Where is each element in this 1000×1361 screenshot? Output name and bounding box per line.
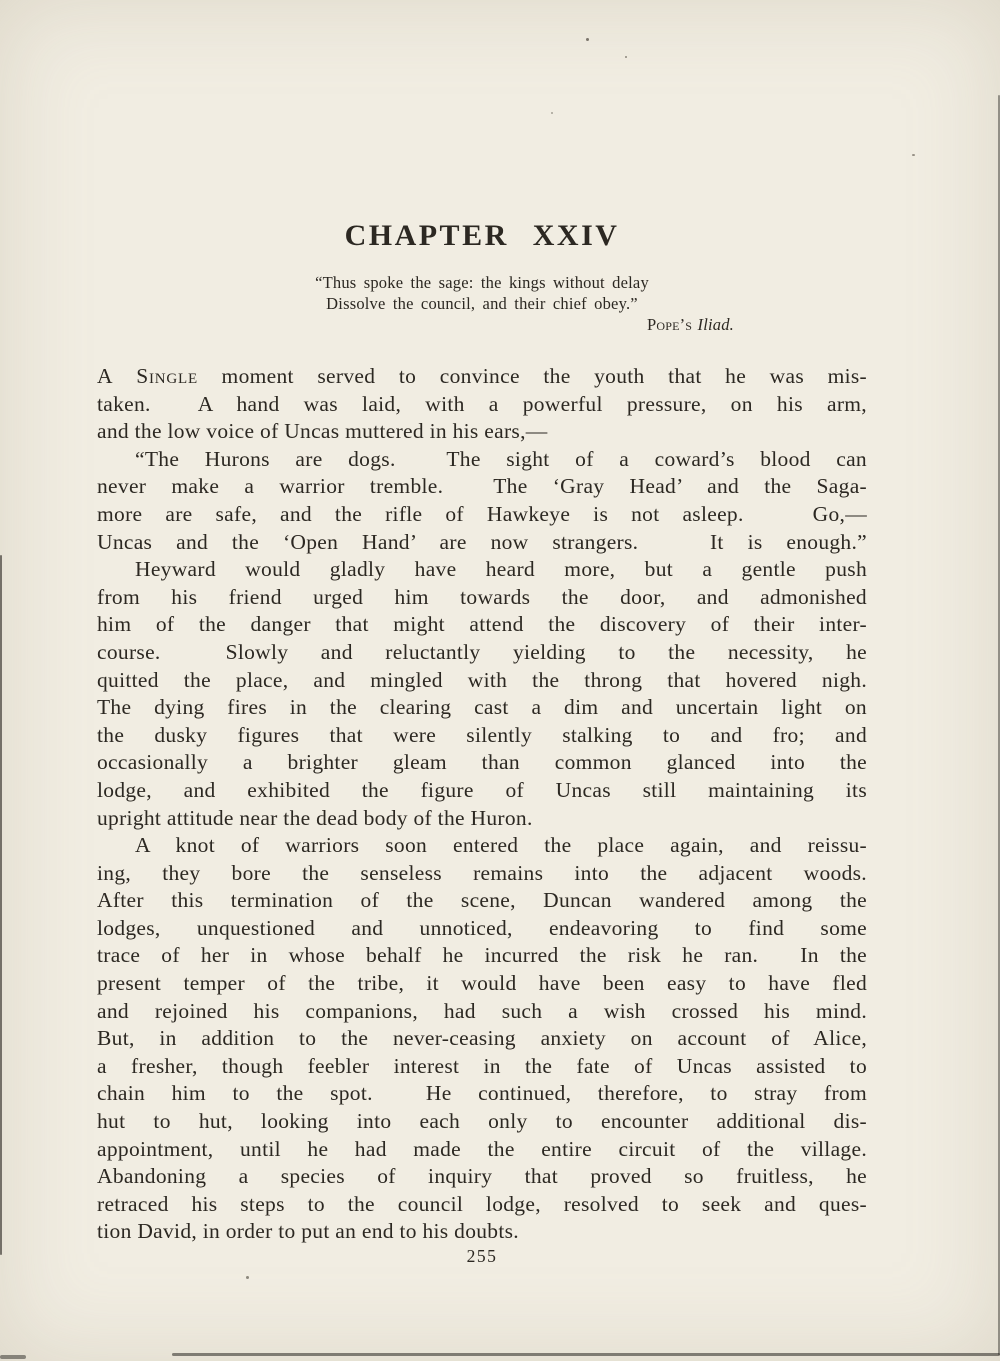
text-line: tion David, in order to put an end to his doubts.: [97, 1219, 519, 1244]
paragraph: [97, 446, 867, 556]
text-line: The dying fires in the clearing cast a dim and uncertain light on: [97, 695, 867, 720]
text-line: trace of her in whose behalf he incurred the risk he ran. In the: [97, 943, 867, 968]
text-line: never make a warrior tremble. The ‘Gray Head’ and the Saga-: [97, 474, 867, 499]
epigraph-attribution: [97, 314, 867, 335]
lead-small-caps: A Single: [97, 364, 198, 388]
scan-edge-bottom: [172, 1353, 1000, 1356]
text-line: and rejoined his companions, had such a wish crossed his mind.: [97, 998, 867, 1023]
epigraph: [97, 272, 867, 335]
text-line: After this termination of the scene, Duncan wandered among the: [97, 888, 867, 913]
epigraph-work-title: Iliad.: [697, 315, 734, 334]
chapter-title: CHAPTER XXIV: [344, 219, 620, 252]
paragraph: [97, 363, 867, 446]
text-line: Heyward would gladly have heard more, but a gentle push: [135, 557, 867, 582]
text-line: appointment, until he had made the entire circuit of the village.: [97, 1136, 867, 1161]
text-line: the dusky figures that were silently stalking to and fro; and: [97, 722, 867, 747]
text-line: course. Slowly and reluctantly yielding to the necessity, he: [97, 639, 867, 664]
text-line: taken. A hand was laid, with a powerful pressure, on his arm,: [97, 391, 867, 416]
text-line: chain him to the spot. He continued, therefore, to stray from: [97, 1081, 867, 1106]
text-line: But, in addition to the never-ceasing anxiety on account of Alice,: [97, 1026, 867, 1051]
text-line: lodges, unquestioned and unnoticed, endeavoring to find some: [97, 915, 867, 940]
text-line: Uncas and the ‘Open Hand’ are now strangers. It is enough.”: [97, 529, 867, 554]
text-line: present temper of the tribe, it would have been easy to have fled: [97, 971, 867, 996]
scan-speck: [625, 56, 627, 58]
paragraph: [97, 556, 867, 832]
text-line: ing, they bore the senseless remains into the adjacent woods.: [97, 860, 867, 885]
paragraph: [97, 832, 867, 1246]
text-line: and the low voice of Uncas muttered in his ears,—: [97, 419, 548, 444]
text-line: hut to hut, looking into each only to encounter additional dis-: [97, 1109, 867, 1134]
scan-speck: [246, 1276, 249, 1279]
body-text: [97, 363, 867, 1246]
text-line: Abandoning a species of inquiry that proved so fruitless, he: [97, 1164, 867, 1189]
epigraph-author: Pope’s: [646, 315, 693, 334]
page-number: 255: [466, 1246, 498, 1266]
text-line: from his friend urged him towards the door, and admonished: [97, 584, 867, 609]
text-line: a fresher, though feebler interest in the fate of Uncas assisted to: [97, 1053, 867, 1078]
scan-speck: [586, 38, 589, 41]
text-line: him of the danger that might attend the discovery of their inter-: [97, 612, 867, 637]
text-line: quitted the place, and mingled with the throng that hovered nigh.: [97, 667, 867, 692]
text-line: lodge, and exhibited the figure of Uncas still maintaining its: [97, 777, 867, 802]
scan-speck: [551, 112, 553, 114]
text-line: more are safe, and the rifle of Hawkeye is not asleep. Go,—: [97, 501, 867, 526]
epigraph-line-2: Dissolve the council, and their chief obey.”: [326, 294, 638, 313]
text-line: A knot of warriors soon entered the place again, and reissu-: [135, 833, 867, 858]
scan-edge-left: [0, 555, 2, 1255]
text-line: A Single moment served to convince the youth that he was mis-: [97, 364, 867, 388]
text-line: occasionally a brighter gleam than common glanced into the: [97, 750, 867, 775]
text-line: “The Hurons are dogs. The sight of a coward’s blood can: [135, 446, 867, 471]
epigraph-line-1: “Thus spoke the sage: the kings without delay: [315, 273, 649, 292]
scan-corner-bottom-left: [0, 1355, 26, 1359]
text-column: [97, 0, 867, 1361]
scan-speck: [912, 154, 915, 156]
text-line: retraced his steps to the council lodge, resolved to seek and ques-: [97, 1191, 867, 1216]
text-line: upright attitude near the dead body of the Huron.: [97, 805, 533, 830]
